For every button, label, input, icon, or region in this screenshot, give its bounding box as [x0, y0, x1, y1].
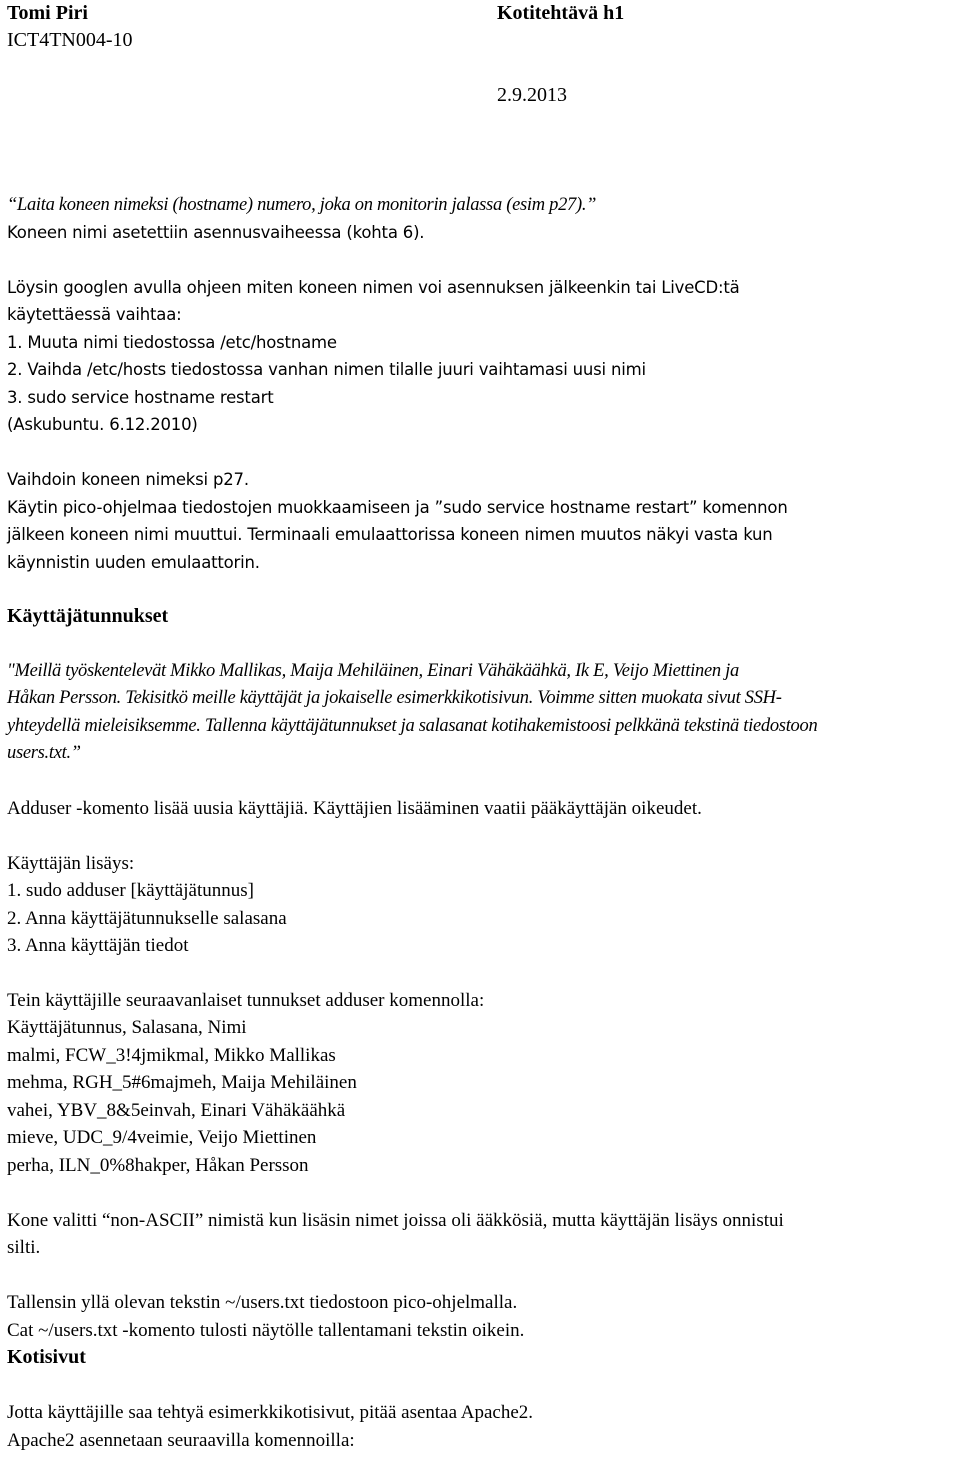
users-task-quote-line: users.txt.” — [7, 743, 81, 763]
add-user-step: 1. sudo adduser [käyttäjätunnus] — [7, 880, 254, 901]
result-line: Käytin pico-ohjelmaa tiedostojen muokkaamiseen ja ”sudo service hostname restart” komennon — [7, 498, 788, 517]
adduser-description: Adduser -komento lisää uusia käyttäjiä. Käyttäjien lisääminen vaatii pääkäyttäjän oikeudet. — [7, 798, 702, 819]
users-task-quote-line: yhteydellä mieleisiksemme. Tallenna käyttäjätunnukset ja salasanat kotihakemistoosi pelkkänä tekstinä tiedostoon — [7, 716, 818, 736]
users-task-quote-line: Håkan Persson. Tekisitkö meille käyttäjät ja jokaiselle esimerkkikotisivun. Voimme sitten muokata sivut SSH- — [7, 688, 782, 708]
source-citation: (Askubuntu. 6.12.2010) — [7, 415, 198, 434]
apache-intro-line: Apache2 asennetaan seuraavilla komennoilla: — [7, 1430, 355, 1451]
task-quote-line: “Laita koneen nimeksi (hostname) numero, joka on monitorin jalassa (esim p27).” — [7, 195, 597, 215]
found-guide-line: Löysin googlen avulla ohjeen miten koneen nimen voi asennuksen jälkeenkin tai LiveCD:tä — [7, 278, 740, 297]
document-date: 2.9.2013 — [497, 84, 567, 106]
result-line: jälkeen koneen nimi muuttui. Terminaali emulaattorissa koneen nimen muutos näkyi vasta kun — [7, 525, 773, 544]
accounts-header: Käyttäjätunnus, Salasana, Nimi — [7, 1017, 247, 1038]
homepage-section-heading: Kotisivut — [7, 1346, 86, 1368]
account-entry: vahei, YBV_8&5einvah, Einari Vähäkäähkä — [7, 1100, 346, 1121]
guide-step-item: 1. Muuta nimi tiedostossa /etc/hostname — [7, 333, 337, 352]
result-line: käynnistin uuden emulaattorin. — [7, 553, 260, 572]
add-user-step: 3. Anna käyttäjän tiedot — [7, 935, 189, 956]
saved-file-note: Tallensin yllä olevan tekstin ~/users.txt tiedostoon pico-ohjelmalla. — [7, 1292, 518, 1313]
course-code: ICT4TN004-10 — [7, 29, 133, 51]
found-guide-line: käytettäessä vaihtaa: — [7, 305, 182, 324]
guide-step-item: 3. sudo service hostname restart — [7, 388, 274, 407]
non-ascii-note: Kone valitti “non-ASCII” nimistä kun lisäsin nimet joissa oli ääkkösiä, mutta käyttäjän lisäys onnistui — [7, 1210, 784, 1231]
guide-step-item: 2. Vaihda /etc/hosts tiedostossa vanhan nimen tilalle juuri vaihtamasi uusi nimi — [7, 360, 646, 379]
users-task-quote-line: "Meillä työskentelevät Mikko Mallikas, Maija Mehiläinen, Einari Vähäkäähkä, Ik E, Veijo Miettinen ja — [7, 661, 739, 681]
result-line: Vaihdoin koneen nimeksi p27. — [7, 470, 249, 489]
account-entry: malmi, FCW_3!4jmikmal, Mikko Mallikas — [7, 1045, 336, 1066]
accounts-intro: Tein käyttäjille seuraavanlaiset tunnukset adduser komennolla: — [7, 990, 485, 1011]
saved-file-note: Cat ~/users.txt -komento tulosti näytölle tallentamani tekstin oikein. — [7, 1320, 525, 1341]
apache-intro-line: Jotta käyttäjille saa tehtyä esimerkkikotisivut, pitää asentaa Apache2. — [7, 1402, 534, 1423]
users-section-heading: Käyttäjätunnukset — [7, 605, 169, 627]
hostname-answer-line: Koneen nimi asetettiin asennusvaiheessa (kohta 6). — [7, 223, 425, 242]
account-entry: mieve, UDC_9/4veimie, Veijo Miettinen — [7, 1127, 317, 1148]
non-ascii-note: silti. — [7, 1237, 41, 1258]
add-user-heading: Käyttäjän lisäys: — [7, 853, 135, 874]
add-user-step: 2. Anna käyttäjätunnukselle salasana — [7, 908, 287, 929]
account-entry: perha, ILN_0%8hakper, Håkan Persson — [7, 1155, 309, 1176]
author-name: Tomi Piri — [7, 2, 88, 24]
assignment-title: Kotitehtävä h1 — [497, 2, 625, 24]
account-entry: mehma, RGH_5#6majmeh, Maija Mehiläinen — [7, 1072, 357, 1093]
